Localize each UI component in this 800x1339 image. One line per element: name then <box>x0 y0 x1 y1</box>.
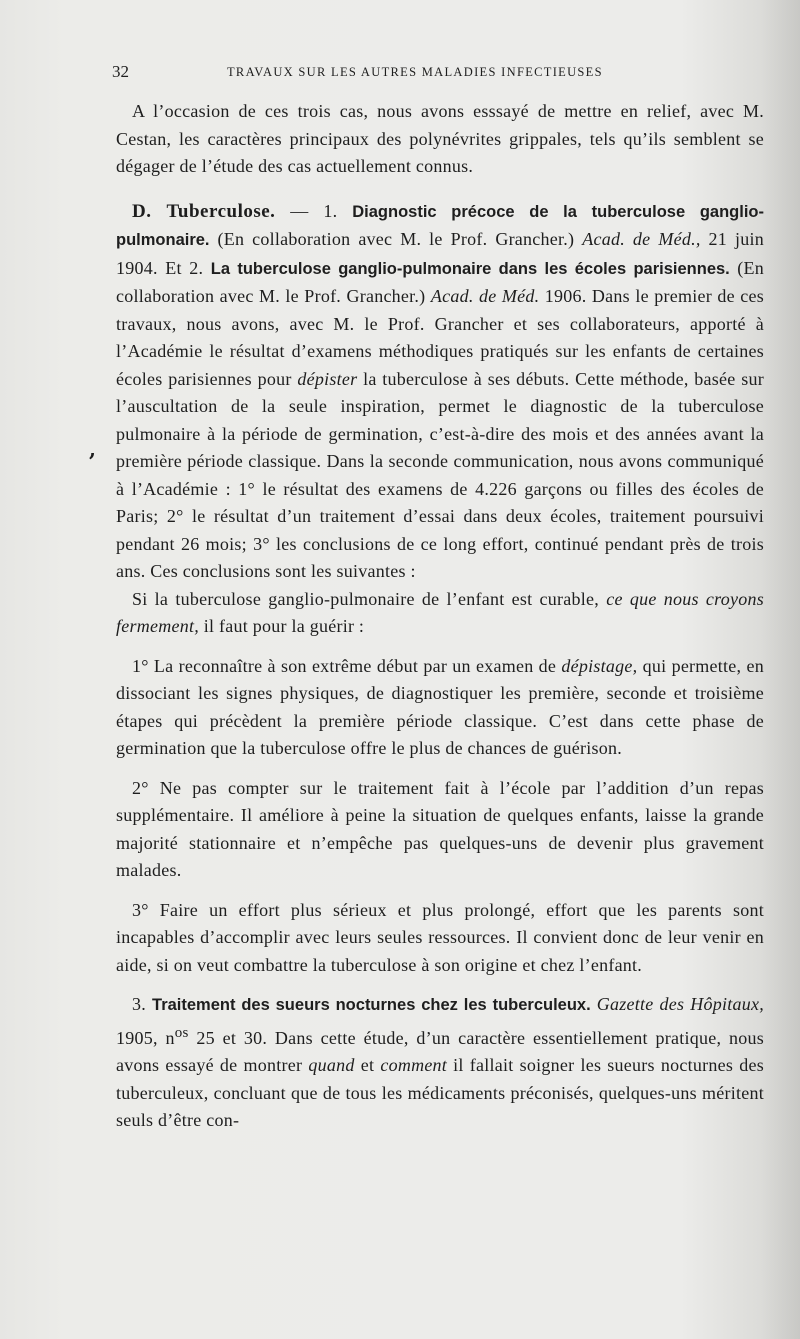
point-1: 1° La reconnaître à son extrême début par un examen de dépistage, qui permette, en dissociant les signes physiques, de diagnostiquer les première, seconde et troisième étapes qui précèdent la première période classique. C’est dans cette phase de germination que la tuberculose offre le plus de chances de guérison. <box>116 655 764 758</box>
section-heading: D. Tuberculose. <box>132 200 276 222</box>
body-text <box>116 98 764 1135</box>
margin-mark: , <box>89 437 96 461</box>
page-number: 32 <box>112 62 129 81</box>
paragraph-si: Si la tuberculose ganglio-pulmonaire de l’enfant est curable, ce que nous croyons fermement, il faut pour la guérir : <box>116 588 764 636</box>
point-3: 3° Faire un effort plus sérieux et plus prolongé, effort que les parents sont incapables d’accomplir avec leurs seules ressources. Il convient donc de leur venir en aide, si on veut combattre la tuberculose à son origine et chez l’enfant. <box>116 899 764 975</box>
item-3: 3. Traitement des sueurs nocturnes chez les tuberculeux. Gazette des Hôpitaux, 1905, $n^{os}$ 25 et 30. Dans cette étude, d’un caractère essentiellement pratique, nous avons essayé de montrer quand et comment il fallait soigner les sueurs nocturnes des tuberculeux, concluant que de tous les médicaments préconisés, quelques-uns méritent seuls d’être con- <box>116 994 765 1130</box>
reference-3: Gazette des Hôpitaux, <box>596 994 764 1014</box>
work-title-1: Diagnostic précoce de la tuberculose ganglio-pulmonaire. <box>116 202 764 249</box>
point-2: 2° Ne pas compter sur le traitement fait à l’école par l’addition d’un repas supplémentaire. Il améliore à peine la situation de quelques enfants, laisse la grande majorité stationnaire et n’empêche pas quelques-uns de devenir plus gravement malades. <box>116 777 764 880</box>
reference-2: Acad. de Méd. <box>430 286 540 306</box>
paragraph-intro: A l’occasion de ces trois cas, nous avons esssayé de mettre en relief, avec M. Cestan, les caractères principaux des polynévrites grippales, tels qu’ils semblent se dégager de l’étude des cas actuellement connus. <box>116 101 764 176</box>
paragraph-tuberculose: D. Tuberculose. — 1. Diagnostic précoce de la tuberculose ganglio-pulmonaire. (En collaboration avec M. le Prof. Grancher.) Acad. de Méd., 21 juin 1904. Et 2. La tuberculose ganglio-pulmonaire dans les écoles parisiennes. (En collaboration avec M. le Prof. Grancher.) Acad. de Méd. 1906. Dans le premier de ces travaux, nous avons, avec M. le Prof. Grancher et ses collaborateurs, apporté à l’Académie le résultat d’examens méthodiques pratiqués sur les enfants de certaines écoles parisiennes pour dépister la tuberculose à ses débuts. Cette méthode, basée sur l’auscultation de la seule inspiration, permet le diagnostic de la tuberculose pulmonaire à la période de germination, c’est-à-dire des mois et des années avant la première période classique. Dans la seconde communication, nous avons communiqué à l’Académie : 1° le résultat des examens de 4.226 garçons ou filles des écoles de Paris; 2° le résultat d’un traitement d’essai dans deux écoles, traitement poursuivi pendant 26 mois; 3° les conclusions de ce long effort, continué pendant près de trois ans. Ces conclusions sont les suivantes : <box>116 200 765 581</box>
work-title-3: Traitement des sueurs nocturnes chez les tuberculeux. <box>152 996 591 1014</box>
reference-1: Acad. de Méd., <box>582 229 701 249</box>
work-title-2: La tuberculose ganglio-pulmonaire dans les écoles parisiennes. <box>210 259 730 278</box>
running-title: TRAVAUX SUR LES AUTRES MALADIES INFECTIEUSES <box>227 65 603 79</box>
page-header <box>112 62 760 86</box>
